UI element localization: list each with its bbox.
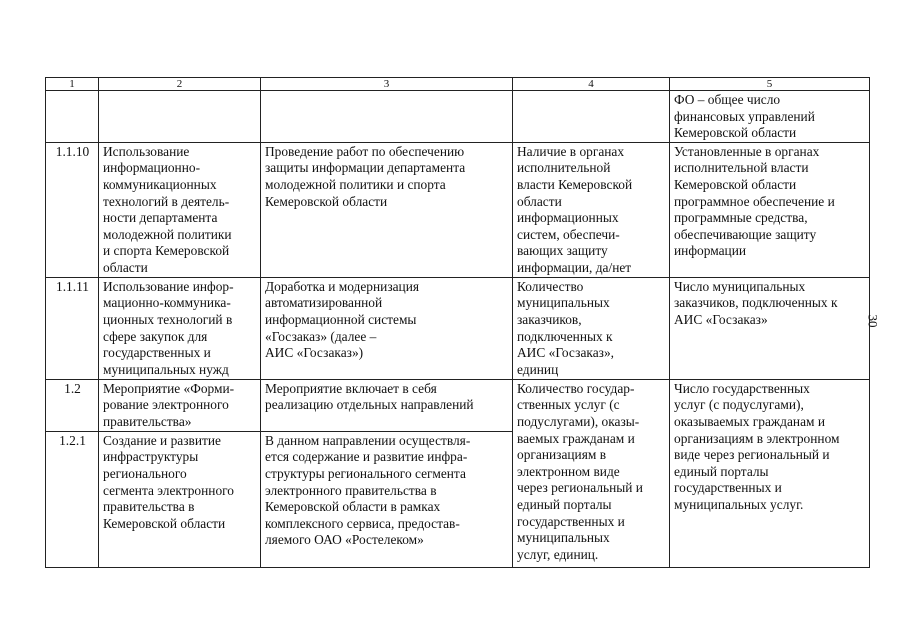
cell-text-line: ционных технологий в <box>103 311 233 327</box>
cell-text-line: электронного правительства в <box>265 482 437 498</box>
indicator-cell <box>513 142 670 277</box>
header-cell-4: 4 <box>513 78 670 91</box>
description-cell <box>261 431 513 567</box>
cell-text-line: «Госзаказ» (далее – <box>265 328 377 344</box>
row-number-cell: 1.2 <box>46 379 99 431</box>
cell-text-line: АИС «Госзаказ») <box>265 345 364 361</box>
cell-text-line: информационных <box>517 210 619 226</box>
description-cell <box>261 142 513 277</box>
cell-text-line: Мероприятие «Форми- <box>103 380 235 396</box>
activity-cell <box>99 91 261 143</box>
cell-text-line: государственных и <box>517 513 625 529</box>
description-cell <box>261 277 513 379</box>
header-cell-3: 3 <box>261 78 513 91</box>
cell-text-line: информации, да/нет <box>517 259 632 275</box>
cell-text-line: автоматизированной <box>265 295 383 311</box>
table-row-1-2 <box>46 379 870 431</box>
cell-text-line: Кемеровской области <box>103 515 226 531</box>
cell-text-line: инфраструктуры <box>103 449 199 465</box>
cell-text-line: Доработка и модернизация <box>265 278 420 294</box>
cell-text-line: вающих защиту <box>517 243 608 259</box>
cell-text-line: ляемого ОАО «Ростелеком» <box>265 532 424 548</box>
page-number: 30 <box>865 314 881 328</box>
cell-text-line: организациям в <box>517 447 607 463</box>
cell-text-line: правительства в <box>103 499 195 515</box>
cell-text-line: и спорта Кемеровской <box>103 243 230 259</box>
table-row-1-1-10 <box>46 142 870 277</box>
cell-text-line: молодежной политики и спорта <box>265 176 446 192</box>
table-row-1-1-11 <box>46 277 870 379</box>
cell-text-line: ФО – общее число <box>674 92 781 107</box>
cell-text-line: правительства» <box>103 413 192 429</box>
cell-text-line: организациям в электронном <box>674 430 840 446</box>
cell-text-line: заказчиков, подключенных к <box>674 295 838 311</box>
cell-text-line: Мероприятие включает в себя <box>265 380 437 396</box>
cell-text-line: финансовых управлений <box>674 108 815 124</box>
cell-text-line: информационно- <box>103 160 201 176</box>
row-number-cell: 1.2.1 <box>46 431 99 567</box>
cell-text-line: власти Кемеровской <box>517 176 633 192</box>
cell-text-line: ственных услуг (с <box>517 397 620 413</box>
method-cell <box>670 277 870 379</box>
cell-text-line: ется содержание и развитие инфра- <box>265 449 468 465</box>
cell-text-line: защиты информации департамента <box>265 160 466 176</box>
activity-cell <box>99 277 261 379</box>
cell-text-line: АИС «Госзаказ» <box>674 311 768 327</box>
cell-text-line: Число муниципальных <box>674 278 806 294</box>
cell-text-line: Число государственных <box>674 380 810 396</box>
cell-text-line: Установленные в органах <box>674 143 820 159</box>
cell-text-line: исполнительной <box>517 160 611 176</box>
cell-text-line: государственных и <box>103 345 211 361</box>
cell-text-line: Количество государ- <box>517 380 635 396</box>
cell-text-line: Количество <box>517 278 584 294</box>
description-cell <box>261 379 513 431</box>
cell-text-line: муниципальных <box>517 295 610 311</box>
cell-text-line: АИС «Госзаказ», <box>517 345 614 361</box>
cell-text-line: Проведение работ по обеспечению <box>265 143 465 159</box>
indicator-cell <box>513 91 670 143</box>
row-number-cell <box>46 91 99 143</box>
cell-text-line: услуг (с подуслугами), <box>674 397 804 413</box>
cell-text-line: единый порталы <box>517 496 612 512</box>
row-number-cell: 1.1.11 <box>46 277 99 379</box>
cell-text-line: реализацию отдельных направлений <box>265 397 474 413</box>
method-cell <box>670 91 870 143</box>
cell-text-line: исполнительной власти <box>674 160 809 176</box>
cell-text-line: обеспечивающие защиту <box>674 226 817 242</box>
cell-text-line: систем, обеспечи- <box>517 226 620 242</box>
cell-text-line: подключенных к <box>517 328 613 344</box>
cell-text-line: технологий в деятель- <box>103 193 230 209</box>
table-row-continuation <box>46 91 870 143</box>
cell-text-line: Наличие в органах <box>517 143 625 159</box>
cell-text-line: государственных и <box>674 480 782 496</box>
activity-cell <box>99 379 261 431</box>
header-cell-1: 1 <box>46 78 99 91</box>
document-table <box>45 77 870 568</box>
cell-text-line: сегмента электронного <box>103 482 235 498</box>
cell-text-line: комплексного сервиса, предостав- <box>265 515 460 531</box>
cell-text-line: единиц <box>517 361 559 377</box>
header-cell-2: 2 <box>99 78 261 91</box>
cell-text-line: В данном направлении осуществля- <box>265 432 471 448</box>
cell-text-line: мационно-коммуника- <box>103 295 231 311</box>
cell-text-line: области <box>517 193 562 209</box>
cell-text-line: заказчиков, <box>517 311 582 327</box>
cell-text-line: регионального <box>103 465 187 481</box>
cell-text-line: услуг, единиц. <box>517 546 599 562</box>
cell-text-line: муниципальных нужд <box>103 361 229 377</box>
cell-text-line: через региональный и <box>517 480 643 496</box>
cell-text-line: муниципальных услуг. <box>674 496 804 512</box>
cell-text-line: Кемеровской области в рамках <box>265 499 441 515</box>
cell-text-line: Кемеровской области <box>674 125 797 141</box>
cell-text-line: информационной системы <box>265 311 417 327</box>
cell-text-line: муниципальных <box>517 530 610 546</box>
indicator-cell <box>513 277 670 379</box>
method-cell <box>670 142 870 277</box>
cell-text-line: коммуникационных <box>103 176 217 192</box>
cell-text-line: Создание и развитие <box>103 432 221 448</box>
cell-text-line: Кемеровской области <box>674 176 797 192</box>
method-cell <box>670 379 870 567</box>
cell-text-line: молодежной политики <box>103 226 232 242</box>
cell-text-line: рование электронного <box>103 397 229 413</box>
cell-text-line: информации <box>674 243 747 259</box>
cell-text-line: программные средства, <box>674 210 808 226</box>
cell-text-line: электронном виде <box>517 463 620 479</box>
cell-text-line: области <box>103 259 148 275</box>
cell-text-line: ности департамента <box>103 210 218 226</box>
cell-text-line: сфере закупок для <box>103 328 208 344</box>
cell-text-line: ваемых гражданам и <box>517 430 635 446</box>
header-row <box>46 78 870 91</box>
cell-text-line: структуры регионального сегмента <box>265 465 466 481</box>
cell-text-line: Использование <box>103 143 190 159</box>
description-cell <box>261 91 513 143</box>
cell-text-line: оказываемых гражданам и <box>674 413 826 429</box>
cell-text-line: Кемеровской области <box>265 193 388 209</box>
row-number-cell: 1.1.10 <box>46 142 99 277</box>
activity-cell <box>99 142 261 277</box>
cell-text-line: виде через региональный и <box>674 447 830 463</box>
cell-text-line: Использование инфор- <box>103 278 234 294</box>
cell-text-line: программное обеспечение и <box>674 193 835 209</box>
header-cell-5: 5 <box>670 78 870 91</box>
indicator-cell <box>513 379 670 567</box>
cell-text-line: подуслугами), оказы- <box>517 413 640 429</box>
activity-cell <box>99 431 261 567</box>
cell-text-line: единый порталы <box>674 463 769 479</box>
